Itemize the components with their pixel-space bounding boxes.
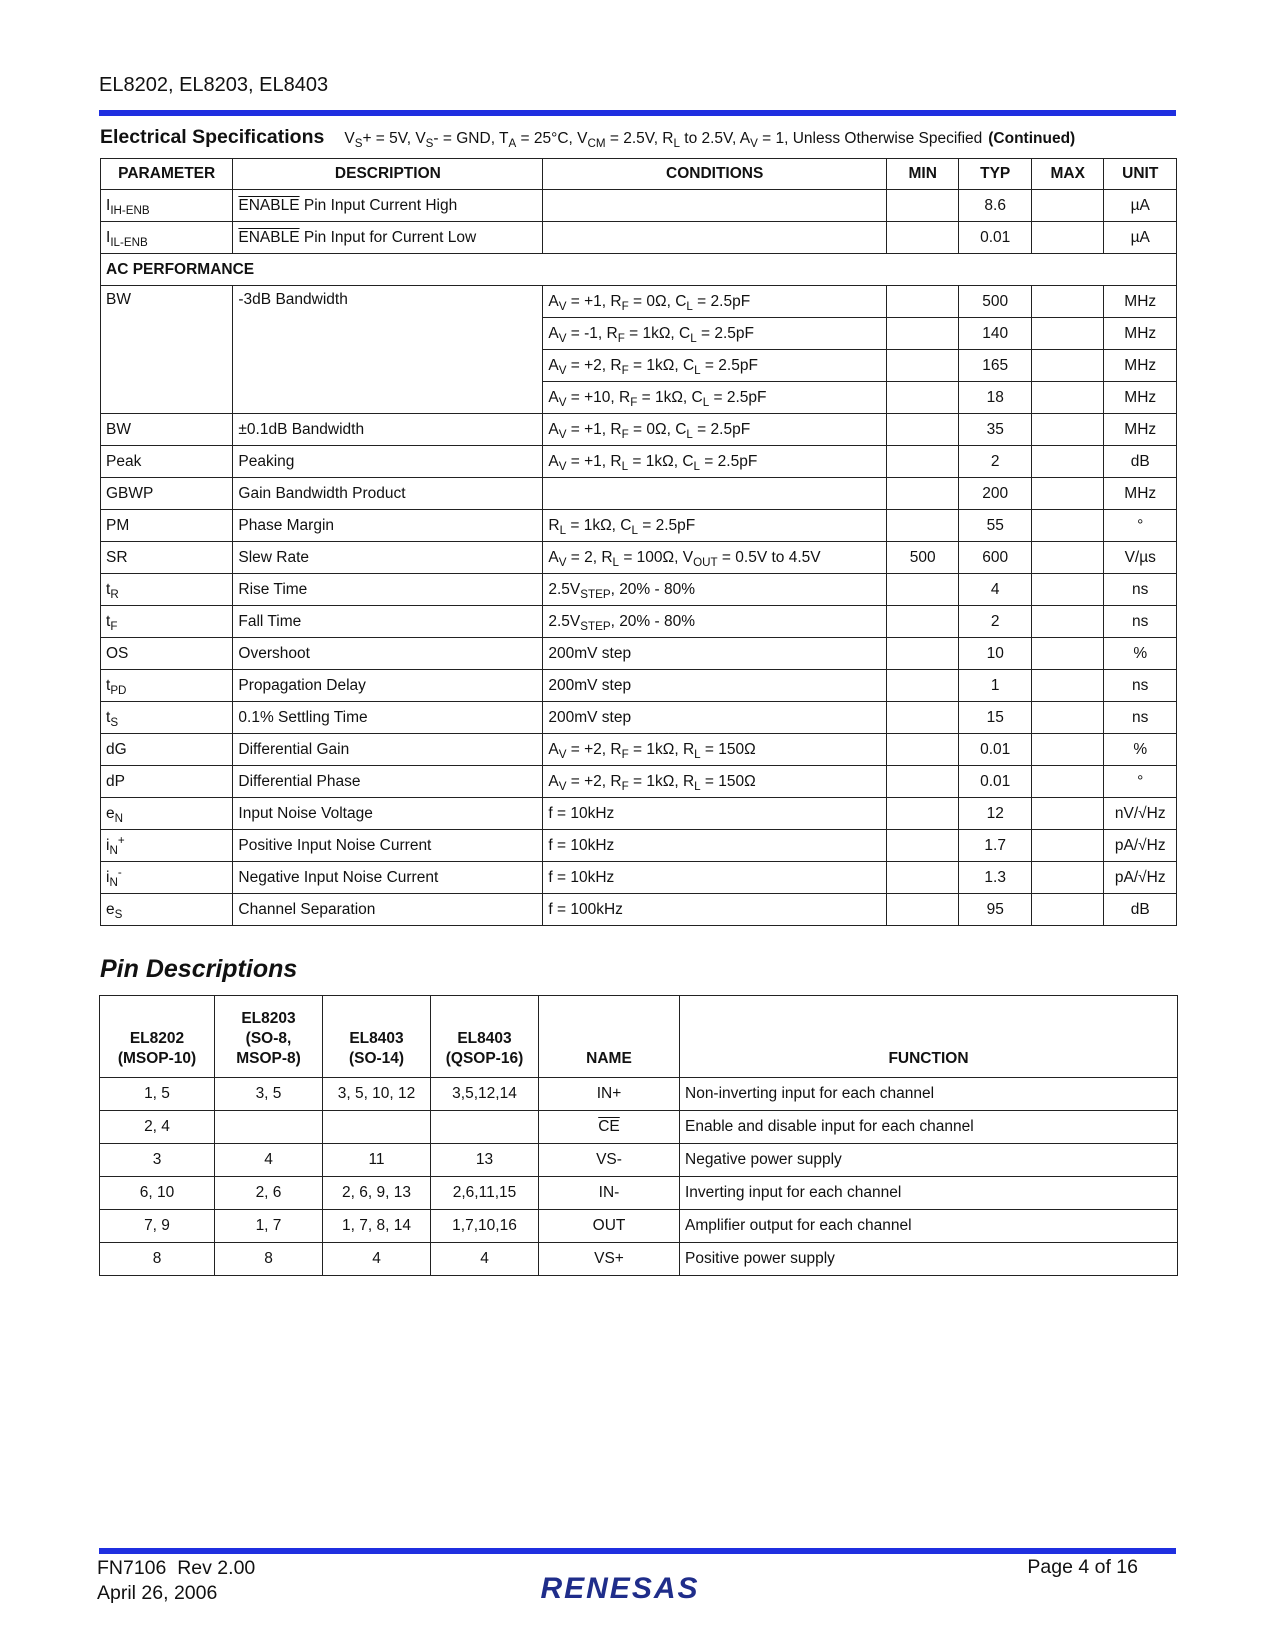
unit-cell: MHz [1104, 382, 1177, 414]
pin-name-cell: IN- [539, 1177, 680, 1210]
footer-doc-number: FN7106 Rev 2.00 [97, 1557, 256, 1579]
max-cell [1031, 190, 1104, 222]
cond-cell: $A_V = +2$, $R_F = 1k\Omega$, $R_L = 150\Omega$ [543, 734, 887, 766]
min-cell [886, 766, 959, 798]
table-row [101, 702, 1177, 734]
min-cell [886, 350, 959, 382]
col-el8202: EL8202 (MSOP-10) [100, 996, 215, 1078]
pin-el8202-cell: 1, 5 [100, 1078, 215, 1111]
min-cell [886, 702, 959, 734]
unit-cell: ° [1104, 766, 1177, 798]
typ-cell: 1 [959, 670, 1032, 702]
typ-cell: 140 [959, 318, 1032, 350]
col-conditions: CONDITIONS [543, 159, 887, 190]
desc-cell: Rise Time [233, 574, 543, 606]
desc-cell: Gain Bandwidth Product [233, 478, 543, 510]
typ-cell: 35 [959, 414, 1032, 446]
table-row [101, 734, 1177, 766]
unit-cell: V/µs [1104, 542, 1177, 574]
col-el8403-so14: EL8403 (SO-14) [323, 996, 431, 1078]
typ-cell: 0.01 [959, 766, 1032, 798]
max-cell [1031, 510, 1104, 542]
max-cell [1031, 638, 1104, 670]
spec-title-line [100, 126, 1075, 149]
param-cell: SR [101, 542, 233, 574]
table-row [100, 1078, 1178, 1111]
pin-function-cell: Positive power supply [680, 1243, 1178, 1276]
pin-name-cell: VS+ [539, 1243, 680, 1276]
pin-el8403-qsop16-cell [431, 1111, 539, 1144]
param-cell: OS [101, 638, 233, 670]
cond-cell: $A_V = +2$, $R_F = 1k\Omega$, $C_L = 2.5pF$ [543, 350, 887, 382]
typ-cell: 1.3 [959, 862, 1032, 894]
param-cell: $t_F$ [101, 606, 233, 638]
pin-el8203-cell: 2, 6 [215, 1177, 323, 1210]
desc-cell: Differential Gain [233, 734, 543, 766]
unit-cell: ° [1104, 510, 1177, 542]
cond-cell: $2.5V_{STEP}$, 20% - 80% [543, 574, 887, 606]
cond-cell: f = 10kHz [543, 830, 887, 862]
unit-cell: MHz [1104, 286, 1177, 318]
table-row [100, 1144, 1178, 1177]
max-cell [1031, 222, 1104, 254]
typ-cell: 1.7 [959, 830, 1032, 862]
unit-cell: ns [1104, 606, 1177, 638]
pin-el8203-cell: 3, 5 [215, 1078, 323, 1111]
pin-function-cell: Non-inverting input for each channel [680, 1078, 1178, 1111]
desc-cell: Slew Rate [233, 542, 543, 574]
col-min: MIN [886, 159, 959, 190]
cond-cell: f = 10kHz [543, 798, 887, 830]
table-row [101, 222, 1177, 254]
pin-el8403-so14-cell: 1, 7, 8, 14 [323, 1210, 431, 1243]
electrical-spec-table [100, 158, 1177, 926]
desc-cell: ENABLE Pin Input Current High [233, 190, 543, 222]
col-parameter: PARAMETER [101, 159, 233, 190]
col-typ: TYP [959, 159, 1032, 190]
renesas-logo-text: RENESAS [540, 1572, 700, 1605]
table-row [101, 542, 1177, 574]
renesas-logo [516, 1567, 725, 1609]
param-cell: BW [101, 414, 233, 446]
min-cell [886, 638, 959, 670]
desc-cell: Peaking [233, 446, 543, 478]
max-cell [1031, 766, 1104, 798]
min-cell [886, 190, 959, 222]
max-cell [1031, 798, 1104, 830]
cond-cell: $A_V = +2$, $R_F = 1k\Omega$, $R_L = 150\Omega$ [543, 766, 887, 798]
spec-title: Electrical Specifications [100, 126, 325, 148]
unit-cell: ns [1104, 574, 1177, 606]
footer-date: April 26, 2006 [97, 1582, 218, 1604]
pin-name-cell: VS- [539, 1144, 680, 1177]
cond-cell [543, 478, 887, 510]
pin-el8403-qsop16-cell: 13 [431, 1144, 539, 1177]
table-row [100, 1210, 1178, 1243]
desc-cell: Differential Phase [233, 766, 543, 798]
table-row [101, 638, 1177, 670]
min-cell [886, 798, 959, 830]
pin-el8203-cell [215, 1111, 323, 1144]
unit-cell: dB [1104, 894, 1177, 926]
min-cell [886, 510, 959, 542]
table-row [101, 670, 1177, 702]
table-row [101, 766, 1177, 798]
pin-el8403-qsop16-cell: 4 [431, 1243, 539, 1276]
typ-cell: 600 [959, 542, 1032, 574]
typ-cell: 200 [959, 478, 1032, 510]
param-cell: $I_{IH-ENB}$ [101, 190, 233, 222]
cond-cell: $A_V = +10$, $R_F = 1k\Omega$, $C_L = 2.5pF$ [543, 382, 887, 414]
table-row [101, 286, 1177, 318]
desc-cell: Overshoot [233, 638, 543, 670]
col-description: DESCRIPTION [233, 159, 543, 190]
min-cell [886, 670, 959, 702]
col-el8403-qsop16: EL8403 (QSOP-16) [431, 996, 539, 1078]
max-cell [1031, 702, 1104, 734]
pin-el8203-cell: 4 [215, 1144, 323, 1177]
min-cell [886, 286, 959, 318]
param-cell: dP [101, 766, 233, 798]
col-el8203: EL8203 (SO-8, MSOP-8) [215, 996, 323, 1078]
max-cell [1031, 670, 1104, 702]
pin-el8203-cell: 8 [215, 1243, 323, 1276]
pin-el8202-cell: 7, 9 [100, 1210, 215, 1243]
pin-el8203-cell: 1, 7 [215, 1210, 323, 1243]
typ-cell: 2 [959, 606, 1032, 638]
section-row-ac-performance [101, 254, 1177, 286]
typ-cell: 2 [959, 446, 1032, 478]
unit-cell: ns [1104, 670, 1177, 702]
max-cell [1031, 606, 1104, 638]
typ-cell: 18 [959, 382, 1032, 414]
param-cell: GBWP [101, 478, 233, 510]
unit-cell: dB [1104, 446, 1177, 478]
param-cell: $i_N^-$ [101, 862, 233, 894]
max-cell [1031, 446, 1104, 478]
table-row [100, 1111, 1178, 1144]
pin-function-cell: Negative power supply [680, 1144, 1178, 1177]
param-cell: $I_{IL-ENB}$ [101, 222, 233, 254]
param-cell: $e_N$ [101, 798, 233, 830]
min-cell: 500 [886, 542, 959, 574]
max-cell [1031, 574, 1104, 606]
cond-cell [543, 222, 887, 254]
pin-el8202-cell: 8 [100, 1243, 215, 1276]
unit-cell: µA [1104, 190, 1177, 222]
pin-function-cell: Inverting input for each channel [680, 1177, 1178, 1210]
spec-continued: (Continued) [988, 130, 1076, 147]
cond-cell: 200mV step [543, 702, 887, 734]
cond-cell: f = 10kHz [543, 862, 887, 894]
param-cell: $t_S$ [101, 702, 233, 734]
param-cell: dG [101, 734, 233, 766]
max-cell [1031, 414, 1104, 446]
cond-cell: $A_V = +1$, $R_F = 0\Omega$, $C_L = 2.5pF$ [543, 286, 887, 318]
param-cell: Peak [101, 446, 233, 478]
min-cell [886, 446, 959, 478]
min-cell [886, 478, 959, 510]
max-cell [1031, 478, 1104, 510]
desc-cell: Channel Separation [233, 894, 543, 926]
table-row [101, 190, 1177, 222]
footer-doc-info [97, 1556, 255, 1606]
table-row [100, 1177, 1178, 1210]
param-cell: PM [101, 510, 233, 542]
pin-name-cell: OUT [539, 1210, 680, 1243]
min-cell [886, 894, 959, 926]
param-cell: $t_R$ [101, 574, 233, 606]
cond-cell: 200mV step [543, 638, 887, 670]
footer-rule [99, 1548, 1176, 1554]
max-cell [1031, 894, 1104, 926]
col-name: NAME [539, 996, 680, 1078]
page-header-title: EL8202, EL8203, EL8403 [99, 74, 329, 96]
min-cell [886, 222, 959, 254]
pin-descriptions-title: Pin Descriptions [100, 955, 298, 983]
table-row [101, 862, 1177, 894]
cond-cell: $A_V = -1$, $R_F = 1k\Omega$, $C_L = 2.5pF$ [543, 318, 887, 350]
pin-function-cell: Amplifier output for each channel [680, 1210, 1178, 1243]
cond-cell: $A_V = 2$, $R_L = 100\Omega$, $V_{OUT} = 0.5V$ to 4.5V [543, 542, 887, 574]
cond-cell [543, 190, 887, 222]
section-title: AC PERFORMANCE [101, 254, 1177, 286]
unit-cell: MHz [1104, 350, 1177, 382]
unit-cell: pA/√Hz [1104, 862, 1177, 894]
header-rule [99, 110, 1176, 116]
cond-cell: $A_V = +1$, $R_F = 0\Omega$, $C_L = 2.5pF$ [543, 414, 887, 446]
spec-header-row [101, 159, 1177, 190]
desc-cell: Negative Input Noise Current [233, 862, 543, 894]
pin-el8403-so14-cell: 3, 5, 10, 12 [323, 1078, 431, 1111]
footer-page-number: Page 4 of 16 [1027, 1556, 1138, 1578]
unit-cell: pA/√Hz [1104, 830, 1177, 862]
desc-cell: Positive Input Noise Current [233, 830, 543, 862]
unit-cell: % [1104, 638, 1177, 670]
cond-cell: 200mV step [543, 670, 887, 702]
param-cell: $e_S$ [101, 894, 233, 926]
pin-el8202-cell: 6, 10 [100, 1177, 215, 1210]
pin-header-row [100, 996, 1178, 1078]
max-cell [1031, 734, 1104, 766]
min-cell [886, 734, 959, 766]
col-unit: UNIT [1104, 159, 1177, 190]
desc-cell: Propagation Delay [233, 670, 543, 702]
desc-cell: ENABLE Pin Input for Current Low [233, 222, 543, 254]
typ-cell: 55 [959, 510, 1032, 542]
pin-el8403-so14-cell: 11 [323, 1144, 431, 1177]
spec-conditions: $V_S+ = 5V$, $V_S-$ = GND, $T_A = 25^\circ C$, $V_{CM} = 2.5V$, $R_L$ to 2.5V, $A_V = 1$, Unless Otherwise Specified [344, 130, 983, 151]
max-cell [1031, 350, 1104, 382]
table-row [100, 1243, 1178, 1276]
typ-cell: 0.01 [959, 222, 1032, 254]
min-cell [886, 574, 959, 606]
col-function: FUNCTION [680, 996, 1178, 1078]
pin-el8403-qsop16-cell: 3,5,12,14 [431, 1078, 539, 1111]
pin-el8403-so14-cell: 2, 6, 9, 13 [323, 1177, 431, 1210]
pin-el8403-qsop16-cell: 2,6,11,15 [431, 1177, 539, 1210]
unit-cell: MHz [1104, 318, 1177, 350]
desc-cell: Phase Margin [233, 510, 543, 542]
unit-cell: MHz [1104, 414, 1177, 446]
typ-cell: 15 [959, 702, 1032, 734]
min-cell [886, 606, 959, 638]
typ-cell: 500 [959, 286, 1032, 318]
max-cell [1031, 830, 1104, 862]
pin-el8403-so14-cell [323, 1111, 431, 1144]
table-row [101, 798, 1177, 830]
unit-cell: MHz [1104, 478, 1177, 510]
typ-cell: 165 [959, 350, 1032, 382]
pin-el8403-so14-cell: 4 [323, 1243, 431, 1276]
table-row [101, 606, 1177, 638]
min-cell [886, 382, 959, 414]
desc-cell: Input Noise Voltage [233, 798, 543, 830]
unit-cell: nV/√Hz [1104, 798, 1177, 830]
typ-cell: 8.6 [959, 190, 1032, 222]
desc-cell: Fall Time [233, 606, 543, 638]
pin-el8202-cell: 3 [100, 1144, 215, 1177]
pin-name-cell: $\overline{CE}$ [539, 1111, 680, 1144]
table-row [101, 414, 1177, 446]
typ-cell: 10 [959, 638, 1032, 670]
max-cell [1031, 286, 1104, 318]
min-cell [886, 830, 959, 862]
min-cell [886, 318, 959, 350]
cond-cell: f = 100kHz [543, 894, 887, 926]
cond-cell: $R_L = 1k\Omega$, $C_L = 2.5pF$ [543, 510, 887, 542]
table-row [101, 478, 1177, 510]
table-row [101, 574, 1177, 606]
unit-cell: % [1104, 734, 1177, 766]
typ-cell: 4 [959, 574, 1032, 606]
unit-cell: ns [1104, 702, 1177, 734]
pin-el8403-qsop16-cell: 1,7,10,16 [431, 1210, 539, 1243]
desc-cell: -3dB Bandwidth [233, 286, 543, 414]
typ-cell: 12 [959, 798, 1032, 830]
min-cell [886, 862, 959, 894]
desc-cell: 0.1% Settling Time [233, 702, 543, 734]
table-row [101, 830, 1177, 862]
typ-cell: 0.01 [959, 734, 1032, 766]
cond-cell: $A_V = +1$, $R_L = 1k\Omega$, $C_L = 2.5pF$ [543, 446, 887, 478]
param-cell: $t_{PD}$ [101, 670, 233, 702]
table-row [101, 894, 1177, 926]
param-cell: $i_N^+$ [101, 830, 233, 862]
pin-function-cell: Enable and disable input for each channel [680, 1111, 1178, 1144]
col-max: MAX [1031, 159, 1104, 190]
unit-cell: µA [1104, 222, 1177, 254]
typ-cell: 95 [959, 894, 1032, 926]
min-cell [886, 414, 959, 446]
pin-el8202-cell: 2, 4 [100, 1111, 215, 1144]
max-cell [1031, 542, 1104, 574]
max-cell [1031, 318, 1104, 350]
cond-cell: $2.5V_{STEP}$, 20% - 80% [543, 606, 887, 638]
pin-descriptions-table [99, 995, 1178, 1276]
param-cell: BW [101, 286, 233, 414]
pin-name-cell: IN+ [539, 1078, 680, 1111]
table-row [101, 446, 1177, 478]
max-cell [1031, 862, 1104, 894]
desc-cell: ±0.1dB Bandwidth [233, 414, 543, 446]
table-row [101, 510, 1177, 542]
max-cell [1031, 382, 1104, 414]
